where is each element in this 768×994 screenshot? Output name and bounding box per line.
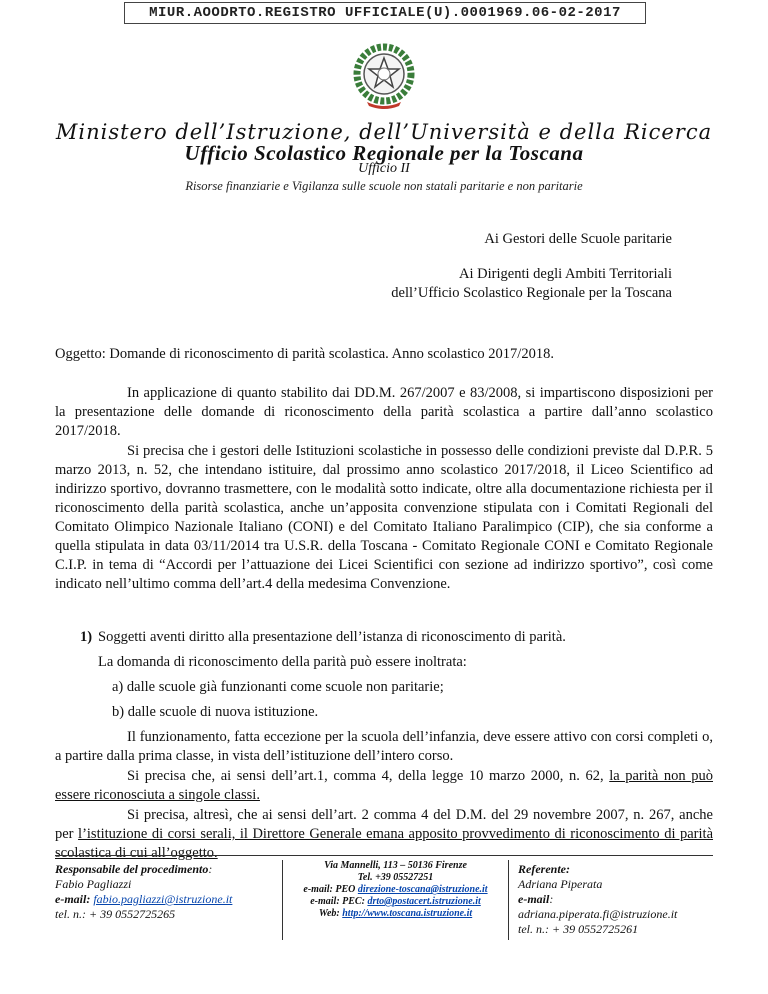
referent-tel: tel. n.: + 39 0552725261: [518, 922, 639, 936]
ministry-name: Ministero dell’Istruzione, dell’Università e della Ricerca: [55, 120, 713, 144]
addressee-dirigenti: [391, 265, 672, 303]
section-number: 1): [80, 629, 93, 645]
paragraph-4-underlined: la parità non può essere riconosciuta a singole classi.: [55, 768, 713, 803]
referent-email-label: e-mail: [518, 892, 550, 906]
office-scope: Risorse finanziarie e Vigilanza sulle scuole non statali paritarie e non paritarie: [185, 179, 583, 193]
referent-name: Adriana Piperata: [518, 877, 603, 891]
responsible-name: Fabio Pagliazzi: [55, 877, 132, 891]
responsible-label: Responsabile del procedimento: [55, 862, 209, 876]
web-label: Web:: [318, 908, 343, 919]
list-item: a) dalle scuole già funzionanti come scuole non paritarie;: [112, 679, 444, 695]
paragraph-5-underlined: l’istituzione di corsi serali, il Direttore Generale emana apposito provvedimento di riconoscimento di parità scolastica di cui all’oggetto.: [55, 826, 714, 861]
referent-label: Referente:: [518, 862, 570, 876]
footer-responsible: [55, 862, 277, 922]
addressee-gestori: Ai Gestori delle Scuole paritarie: [484, 231, 672, 247]
paragraph-1: In applicazione di quanto stabilito dai DD.M. 267/2007 e 83/2008, si impartiscono disposizioni per la presentazione delle domande di riconoscimento della parità scolastica a partire dall’anno scolastico 2017/2018.: [55, 385, 713, 439]
footer-office-contacts: [282, 860, 509, 940]
website-link[interactable]: http://www.toscana.istruzione.it: [342, 908, 473, 919]
office-name: Ufficio Scolastico Regionale per la Toscana: [184, 141, 584, 165]
peo-email-link[interactable]: direzione-toscana@istruzione.it: [357, 884, 488, 895]
paragraph-3: Il funzionamento, fatta eccezione per la scuola dell’infanzia, deve essere attivo con corsi completi o, a partire dalla prima classe, in vista dell’istituzione dell’intero corso.: [55, 729, 713, 764]
referent-email: adriana.piperata.fi@istruzione.it: [518, 907, 678, 921]
italian-republic-emblem-icon: [349, 40, 419, 112]
paragraph-4: [55, 767, 713, 805]
responsible-colon: :: [208, 862, 213, 876]
peo-label: e-mail: PEO: [303, 884, 358, 895]
addressee-line: dell’Ufficio Scolastico Regionale per la Toscana: [391, 285, 672, 301]
responsible-tel: tel. n.: + 39 0552725265: [55, 907, 176, 921]
pec-email-link[interactable]: drto@postacert.istruzione.it: [367, 896, 481, 907]
paragraph-5-text: Si precisa, altresì, che ai sensi dell’art. 2 comma 4 del D.M. del 29 novembre 2007, n. 267, anche per: [55, 807, 713, 842]
paragraph-2: Si precisa che i gestori delle Istituzioni scolastiche in possesso delle condizioni previste dal D.P.R. 5 marzo 2013, n. 52, che intendano istituire, dal prossimo anno scolastico 2017/2018, il Liceo Scientifico ad indirizzo sportivo, dovranno trasmettere, con le modalità sotto indicate, oltre alla documentazione richiesta per il riconoscimento della parità scolastica, anche un’apposita convenzione stipulata con i Comitati Regionali del Comitato Olimpico Nazionale Italiano (CONI) e del Comitato Italiano Paralimpico (CIP), che sia conforme a quella stipulata in data 03/11/2014 tra U.S.R. della Toscana - Comitato Regionale CONI e Comitato Regionale C.I.P. in tema di “Accordi per l’attuazione dei Licei Scientifici con sezione ad indirizzo sportivo”, così come indicato nell’ultimo comma dell’art.4 della medesima Convenzione.: [55, 443, 713, 592]
referent-email-colon: :: [549, 892, 554, 906]
section-intro: La domanda di riconoscimento della parità può essere inoltrata:: [98, 654, 467, 670]
subject-line: Oggetto: Domande di riconoscimento di parità scolastica. Anno scolastico 2017/2018.: [55, 346, 554, 362]
pec-label: e-mail: PEC:: [310, 896, 368, 907]
list-item: b) dalle scuole di nuova istituzione.: [112, 704, 319, 720]
protocol-stamp: MIUR.AOODRTO.REGISTRO UFFICIALE(U).0001969.06-02-2017: [124, 2, 646, 24]
office-tel: Tel. +39 05527251: [357, 872, 434, 883]
paragraph-4-text: Si precisa che, ai sensi dell’art.1, comma 4, della legge 10 marzo 2000, n. 62,: [127, 768, 610, 784]
footer-divider: [55, 855, 713, 856]
email-label: e-mail:: [55, 892, 94, 906]
office-unit: Ufficio II: [358, 161, 410, 176]
addressee-line: Ai Dirigenti degli Ambiti Territoriali: [459, 266, 672, 282]
section-title: Soggetti aventi diritto alla presentazione dell’istanza di riconoscimento di parità.: [98, 629, 566, 645]
responsible-email-link[interactable]: fabio.pagliazzi@istruzione.it: [93, 892, 233, 906]
footer-referent: [518, 862, 718, 937]
office-address: Via Mannelli, 113 – 50136 Firenze: [324, 860, 467, 871]
